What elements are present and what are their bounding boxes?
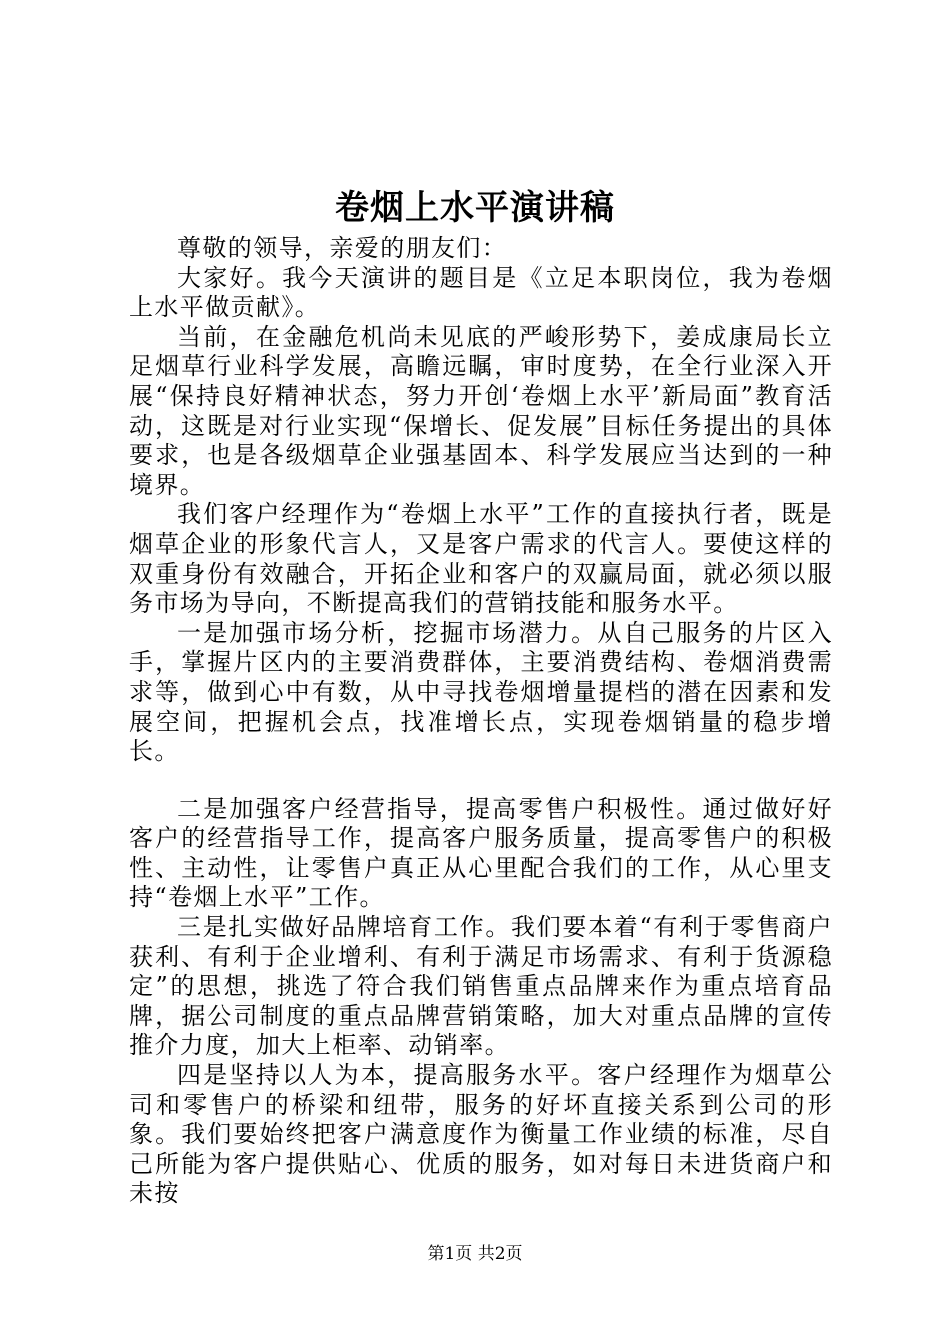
paragraph-greeting: 大家好。我今天演讲的题目是《立足本职岗位，我为卷烟上水平做贡献》。 bbox=[129, 263, 833, 322]
document-body bbox=[129, 234, 833, 1209]
paragraph-context: 当前，在金融危机尚未见底的严峻形势下，姜成康局长立足烟草行业科学发展，高瞻远瞩，审时度势，在全行业深入开展“保持良好精神状态，努力开创‘卷烟上水平’新局面”教育活动，这既是对行业实现“保增长、促发展”目标任务提出的具体要求，也是各级烟草企业强基固本、科学发展应当达到的一种境界。 bbox=[129, 322, 833, 499]
paragraph-point-three: 三是扎实做好品牌培育工作。我们要本着“有利于零售商户获利、有利于企业增利、有利于满足市场需求、有利于货源稳定”的思想，挑选了符合我们销售重点品牌来作为重点培育品牌，据公司制度的重点品牌营销策略，加大对重点品牌的宣传推介力度，加大上柜率、动销率。 bbox=[129, 913, 833, 1060]
page-number-footer: 第1页 共2页 bbox=[427, 1244, 523, 1264]
paragraph-point-two: 二是加强客户经营指导，提高零售户积极性。通过做好好客户的经营指导工作，提高客户服务质量，提高零售户的积极性、主动性，让零售户真正从心里配合我们的工作，从心里支持“卷烟上水平”工作。 bbox=[129, 794, 833, 912]
paragraph-role: 我们客户经理作为“卷烟上水平”工作的直接执行者，既是烟草企业的形象代言人，又是客户需求的代言人。要使这样的双重身份有效融合，开拓企业和客户的双赢局面，就必须以服务市场为导向，不断提高我们的营销技能和服务水平。 bbox=[129, 500, 833, 618]
paragraph-point-one: 一是加强市场分析，挖掘市场潜力。从自己服务的片区入手，掌握片区内的主要消费群体，主要消费结构、卷烟消费需求等，做到心中有数，从中寻找卷烟增量提档的潜在因素和发展空间，把握机会点，找准增长点，实现卷烟销量的稳步增长。 bbox=[129, 618, 833, 766]
paragraph-point-four: 四是坚持以人为本，提高服务水平。客户经理作为烟草公司和零售户的桥梁和纽带，服务的好坏直接关系到公司的形象。我们要始终把客户满意度作为衡量工作业绩的标准，尽自己所能为客户提供贴心、优质的服务，如对每日未进货商户和未按 bbox=[129, 1061, 833, 1208]
paragraph-salutation: 尊敬的领导，亲爱的朋友们： bbox=[177, 234, 508, 262]
document-title: 卷烟上水平演讲稿 bbox=[335, 188, 615, 228]
